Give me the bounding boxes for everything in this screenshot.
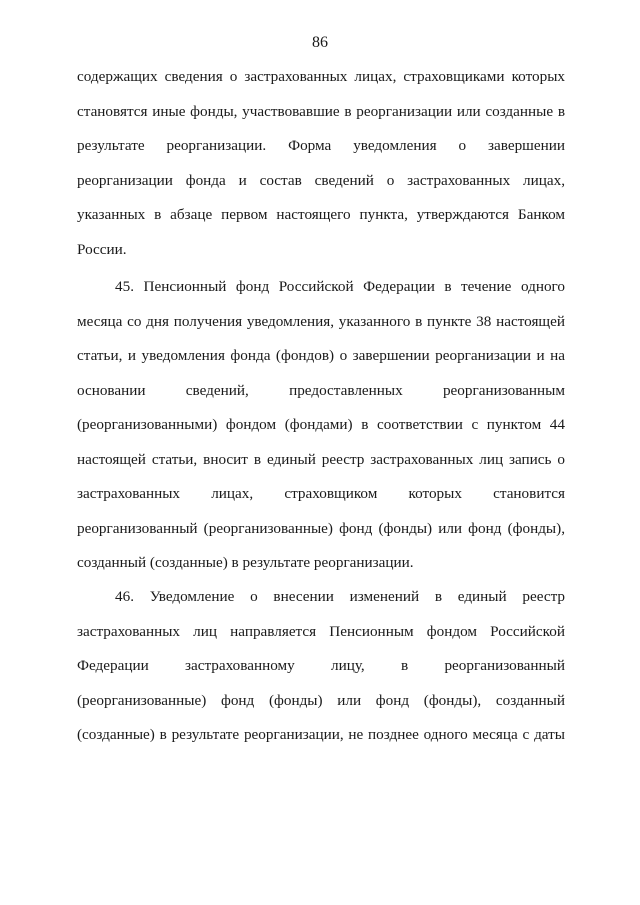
- text-line: 46. Уведомление о внесении изменений в единый реестр: [115, 588, 565, 605]
- text-line: России.: [77, 240, 127, 258]
- text-line: застрахованных лиц направляется Пенсионным фондом Российской: [77, 622, 565, 640]
- text-line: застрахованных лицах, страховщиком которых становится: [77, 485, 565, 502]
- text-line: (реорганизованные) фонд (фонды) или фонд (фонды), созданный: [77, 691, 565, 709]
- text-line: основании сведений, предоставленных реорганизованным: [77, 381, 565, 399]
- paragraph-46: [77, 580, 565, 753]
- text-line: становятся иные фонды, участвовавшие в реорганизации или созданные в: [77, 102, 565, 120]
- text-line: указанных в абзаце первом настоящего пункта, утверждаются Банком: [77, 206, 565, 223]
- text-line: (созданные) в результате реорганизации, не позднее одного месяца с даты: [77, 726, 565, 743]
- text-line: (реорганизованными) фондом (фондами) в соответствии с пунктом 44: [77, 416, 565, 433]
- text-line: статьи, и уведомления фонда (фондов) о завершении реорганизации и на: [77, 347, 565, 364]
- text-line: месяца со дня получения уведомления, указанного в пункте 38 настоящей: [77, 312, 565, 330]
- paragraph-45: [77, 270, 565, 581]
- paragraph-continuation: [77, 60, 565, 267]
- text-line: настоящей статьи, вносит в единый реестр застрахованных лиц запись о: [77, 450, 565, 468]
- page-number: 86: [312, 34, 328, 51]
- text-line: реорганизованный (реорганизованные) фонд (фонды) или фонд (фонды),: [77, 519, 565, 537]
- text-line: содержащих сведения о застрахованных лицах, страховщиками которых: [77, 68, 565, 85]
- text-line: созданный (созданные) в результате реорганизации.: [77, 554, 414, 571]
- text-line: результате реорганизации. Форма уведомления о завершении: [77, 137, 565, 154]
- text-line: 45. Пенсионный фонд Российской Федерации в течение одного: [115, 278, 565, 295]
- text-line: Федерации застрахованному лицу, в реорганизованный: [77, 657, 565, 674]
- text-line: реорганизации фонда и состав сведений о застрахованных лицах,: [77, 171, 565, 189]
